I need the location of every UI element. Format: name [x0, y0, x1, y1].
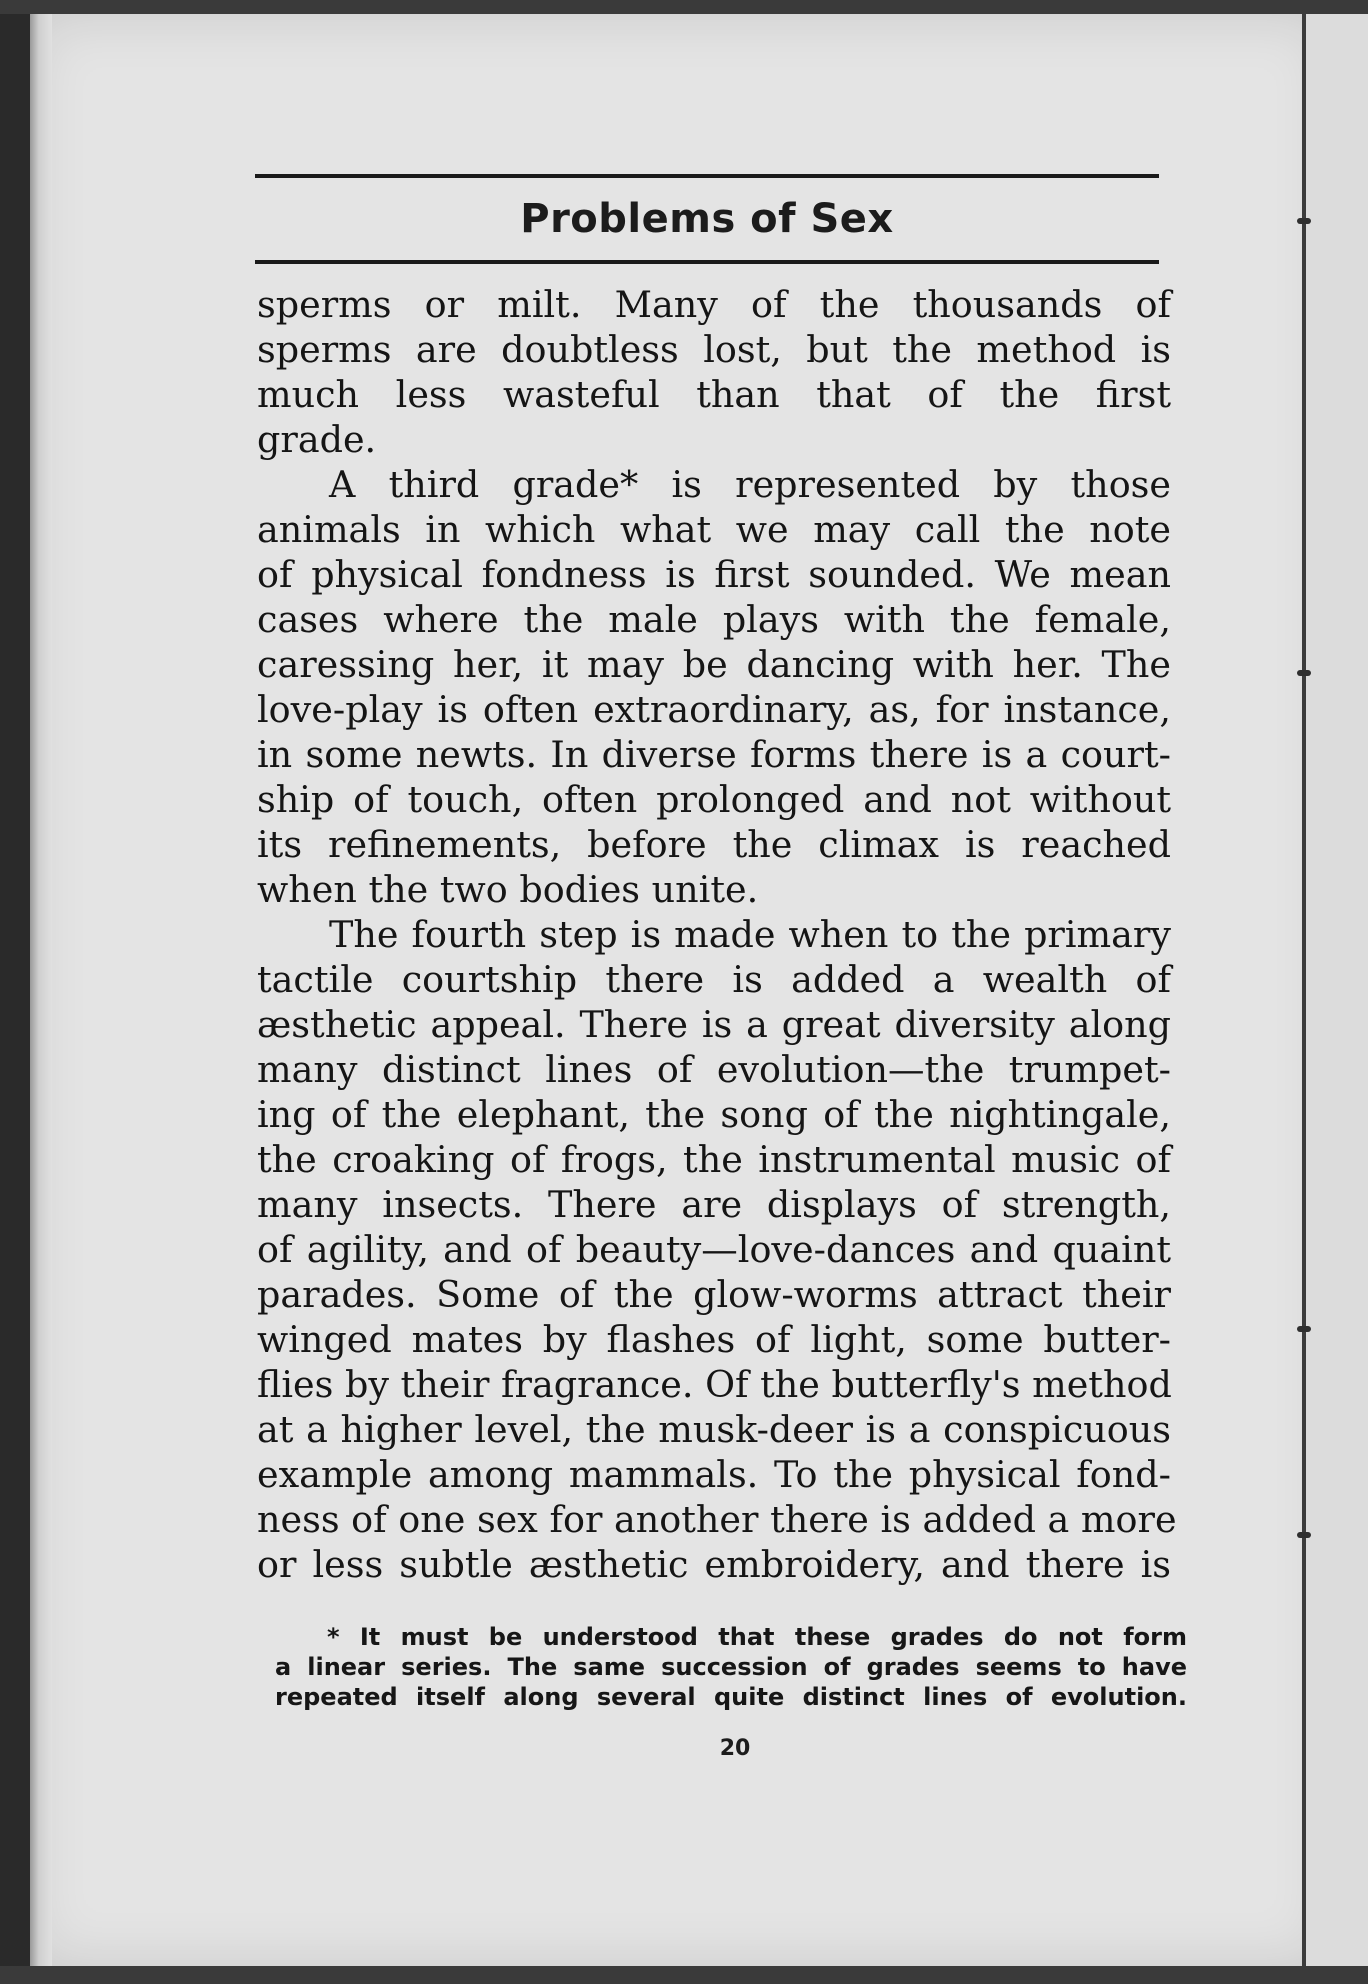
body-text — [257, 282, 1177, 1587]
running-head: Problems of Sex — [520, 196, 894, 242]
text-line: love-play is often extraordinary, as, for instance, — [257, 688, 1171, 731]
footnote-line: a linear series. The same succession of grades seems to have — [275, 1653, 1187, 1681]
text-line: the croaking of frogs, the instrumental music of — [257, 1138, 1171, 1181]
page-number: 20 — [719, 1736, 751, 1761]
text-line: many distinct lines of evolution—the trumpet- — [257, 1048, 1171, 1091]
text-line: flies by their fragrance. Of the butterfly's method — [257, 1363, 1172, 1406]
page-left-edge — [30, 14, 52, 1966]
text-line: much less wasteful than that of the first — [257, 373, 1171, 416]
text-line: cases where the male plays with the female, — [257, 598, 1171, 641]
text-line: animals in which what we may call the note — [257, 508, 1171, 551]
text-line: of physical fondness is first sounded. We mean — [257, 553, 1171, 596]
binding-thread-mark — [1297, 1326, 1311, 1332]
text-line: parades. Some of the glow-worms attract their — [257, 1273, 1171, 1316]
text-line: æsthetic appeal. There is a great diversity along — [257, 1003, 1171, 1046]
text-line: its refinements, before the climax is reached — [257, 823, 1171, 866]
text-line: ing of the elephant, the song of the nightingale, — [257, 1093, 1171, 1136]
text-line: winged mates by flashes of light, some butter- — [257, 1318, 1171, 1361]
scan-top-border — [0, 0, 1368, 14]
adjacent-page-edge — [1306, 14, 1368, 1966]
text-line: grade. — [257, 418, 377, 461]
text-line: in some newts. In diverse forms there is a court- — [257, 733, 1171, 776]
paragraph-first-line: The fourth step is made when to the primary — [329, 913, 1171, 956]
text-line: sperms or milt. Many of the thousands of — [257, 283, 1171, 326]
scan-bottom-border — [0, 1966, 1368, 1984]
text-line: ship of touch, often prolonged and not without — [257, 778, 1171, 821]
text-line: when the two bodies unite. — [257, 868, 759, 911]
footnote-line: * It must be understood that these grades do not form — [327, 1623, 1187, 1651]
text-line: example among mammals. To the physical fond- — [257, 1453, 1171, 1496]
binding-thread-mark — [1297, 670, 1311, 676]
binding-thread-mark — [1297, 1532, 1311, 1538]
footnote-line: repeated itself along several quite distinct lines of evolution. — [275, 1683, 1187, 1711]
paragraph-first-line: A third grade* is represented by those — [329, 463, 1171, 506]
text-line: tactile courtship there is added a wealth of — [257, 958, 1171, 1001]
text-line: sperms are doubtless lost, but the method is — [257, 328, 1171, 371]
header-rule-bottom — [255, 260, 1159, 264]
text-line: caressing her, it may be dancing with her. The — [257, 643, 1171, 686]
text-line: at a higher level, the musk-deer is a conspicuous — [257, 1408, 1171, 1451]
footnote — [275, 1622, 1187, 1712]
header-rule-top — [255, 174, 1159, 178]
text-line: ness of one sex for another there is added a more — [257, 1498, 1177, 1541]
binding-thread-mark — [1297, 218, 1311, 224]
text-line: of agility, and of beauty—love-dances and quaint — [257, 1228, 1171, 1271]
text-line: many insects. There are displays of strength, — [257, 1183, 1171, 1226]
binding-gutter — [1302, 14, 1306, 1966]
text-line: or less subtle æsthetic embroidery, and there is — [257, 1543, 1171, 1586]
